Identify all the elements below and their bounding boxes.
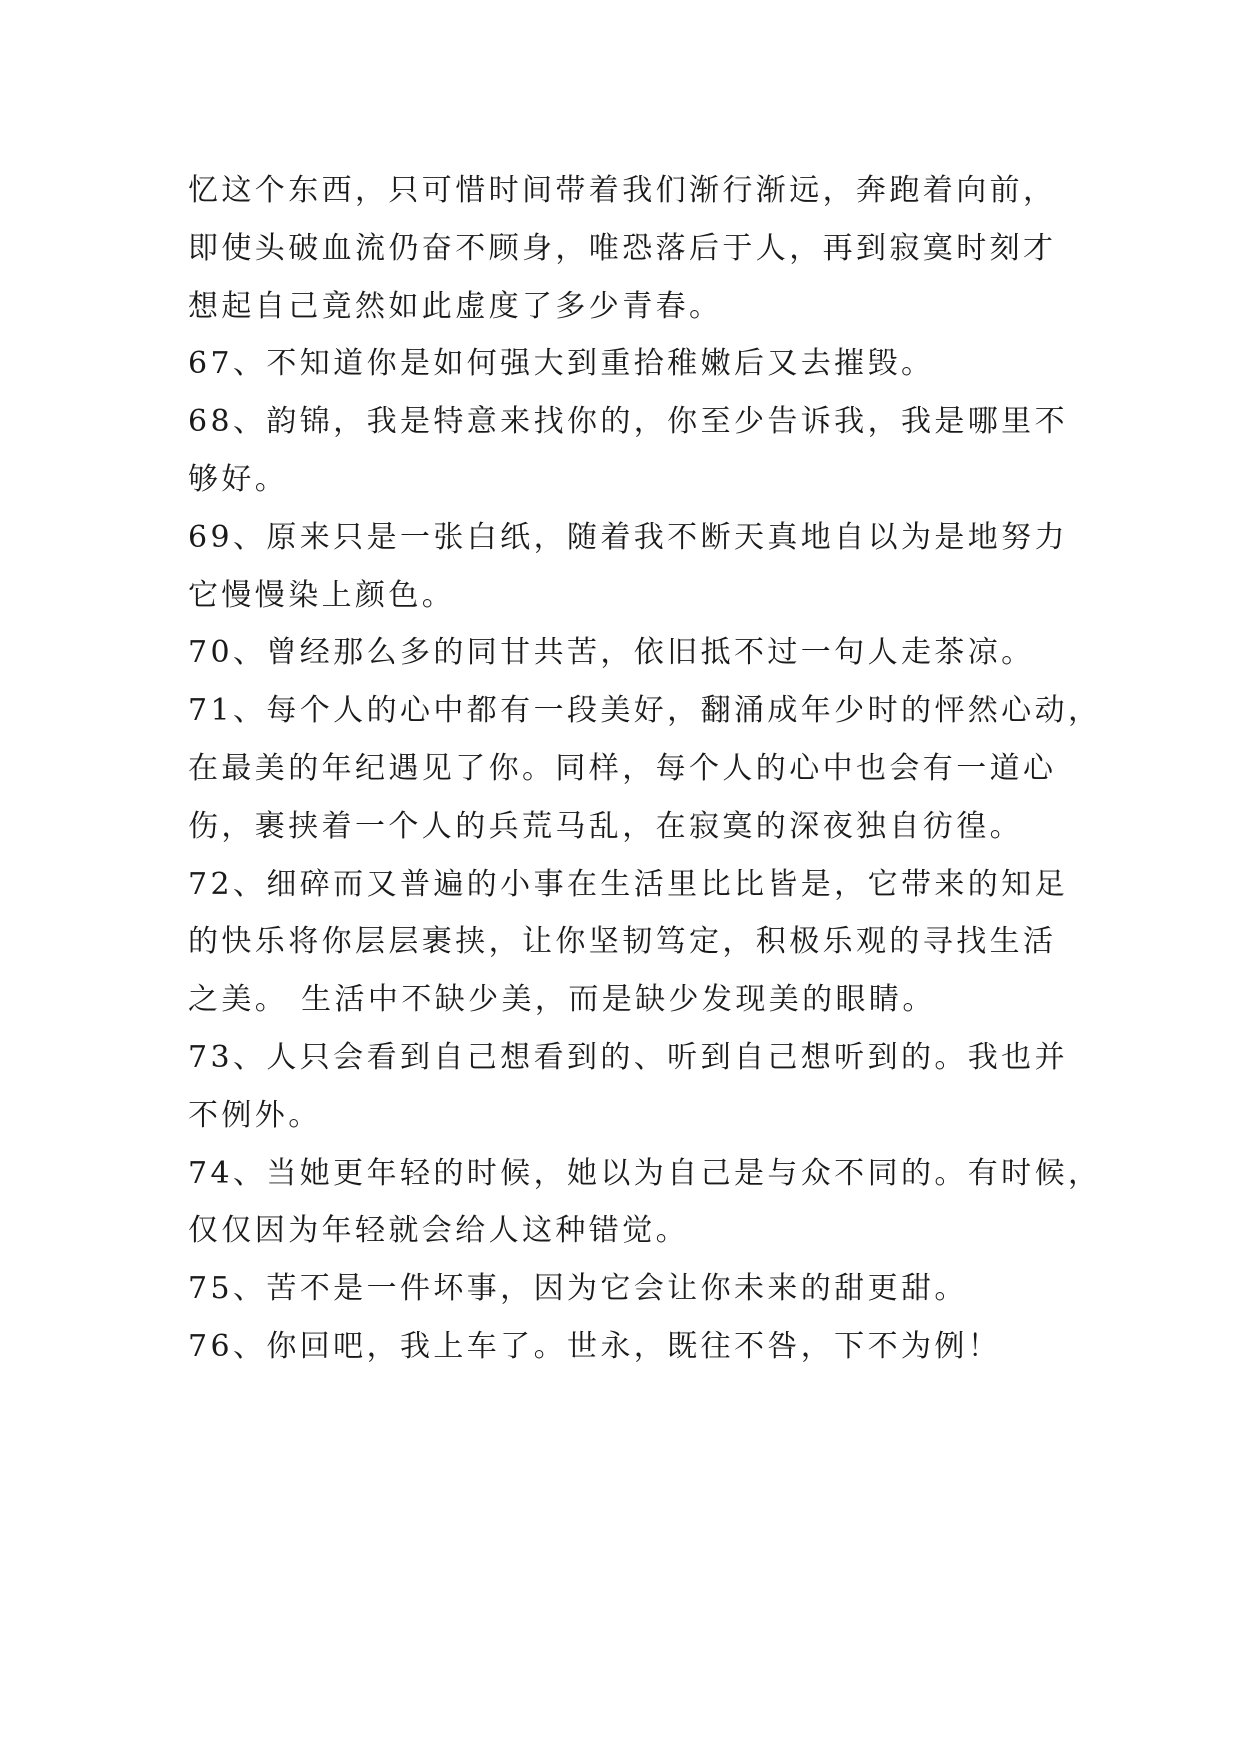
- text-line: 73、人只会看到自己想看到的、听到自己想听到的。我也并: [188, 1039, 1068, 1075]
- text-line: 不例外。: [188, 1097, 322, 1133]
- text-line: 即使头破血流仍奋不顾身，唯恐落后于人，再到寂寞时刻才: [188, 230, 1057, 266]
- text-line: 伤，裹挟着一个人的兵荒马乱，在寂寞的深夜独自彷徨。: [188, 808, 1023, 844]
- text-line: 76、你回吧，我上车了。世永，既往不咎，下不为例！: [188, 1328, 1002, 1364]
- text-line: 74、当她更年轻的时候，她以为自己是与众不同的。有时候，: [188, 1155, 1102, 1191]
- text-line: 67、不知道你是如何强大到重拾稚嫩后又去摧毁。: [188, 346, 935, 382]
- text-line: 仅仅因为年轻就会给人这种错觉。: [188, 1213, 689, 1249]
- text-line: 够好。: [188, 461, 289, 497]
- text-line: 71、每个人的心中都有一段美好，翻涌成年少时的怦然心动，: [188, 693, 1102, 729]
- text-line: 之美。 生活中不缺少美，而是缺少发现美的眼睛。: [188, 982, 936, 1018]
- text-line: 68、韵锦，我是特意来找你的，你至少告诉我，我是哪里不: [188, 404, 1068, 440]
- document-body: [188, 162, 1102, 1376]
- text-line: 它慢慢染上颜色。: [188, 577, 456, 613]
- text-line: 69、原来只是一张白纸，随着我不断天真地自以为是地努力: [188, 519, 1068, 555]
- text-line: 72、细碎而又普遍的小事在生活里比比皆是，它带来的知足: [188, 866, 1068, 902]
- text-line: 想起自己竟然如此虚度了多少青春。: [188, 288, 723, 324]
- text-line: 在最美的年纪遇见了你。同样，每个人的心中也会有一道心: [188, 750, 1057, 786]
- text-line: 75、苦不是一件坏事，因为它会让你未来的甜更甜。: [188, 1271, 968, 1307]
- text-line: 70、曾经那么多的同甘共苦，依旧抵不过一句人走茶凉。: [188, 635, 1035, 671]
- text-line: 的快乐将你层层裹挟，让你坚韧笃定，积极乐观的寻找生活: [188, 924, 1057, 960]
- text-line: 忆这个东西，只可惜时间带着我们渐行渐远，奔跑着向前，: [188, 173, 1057, 208]
